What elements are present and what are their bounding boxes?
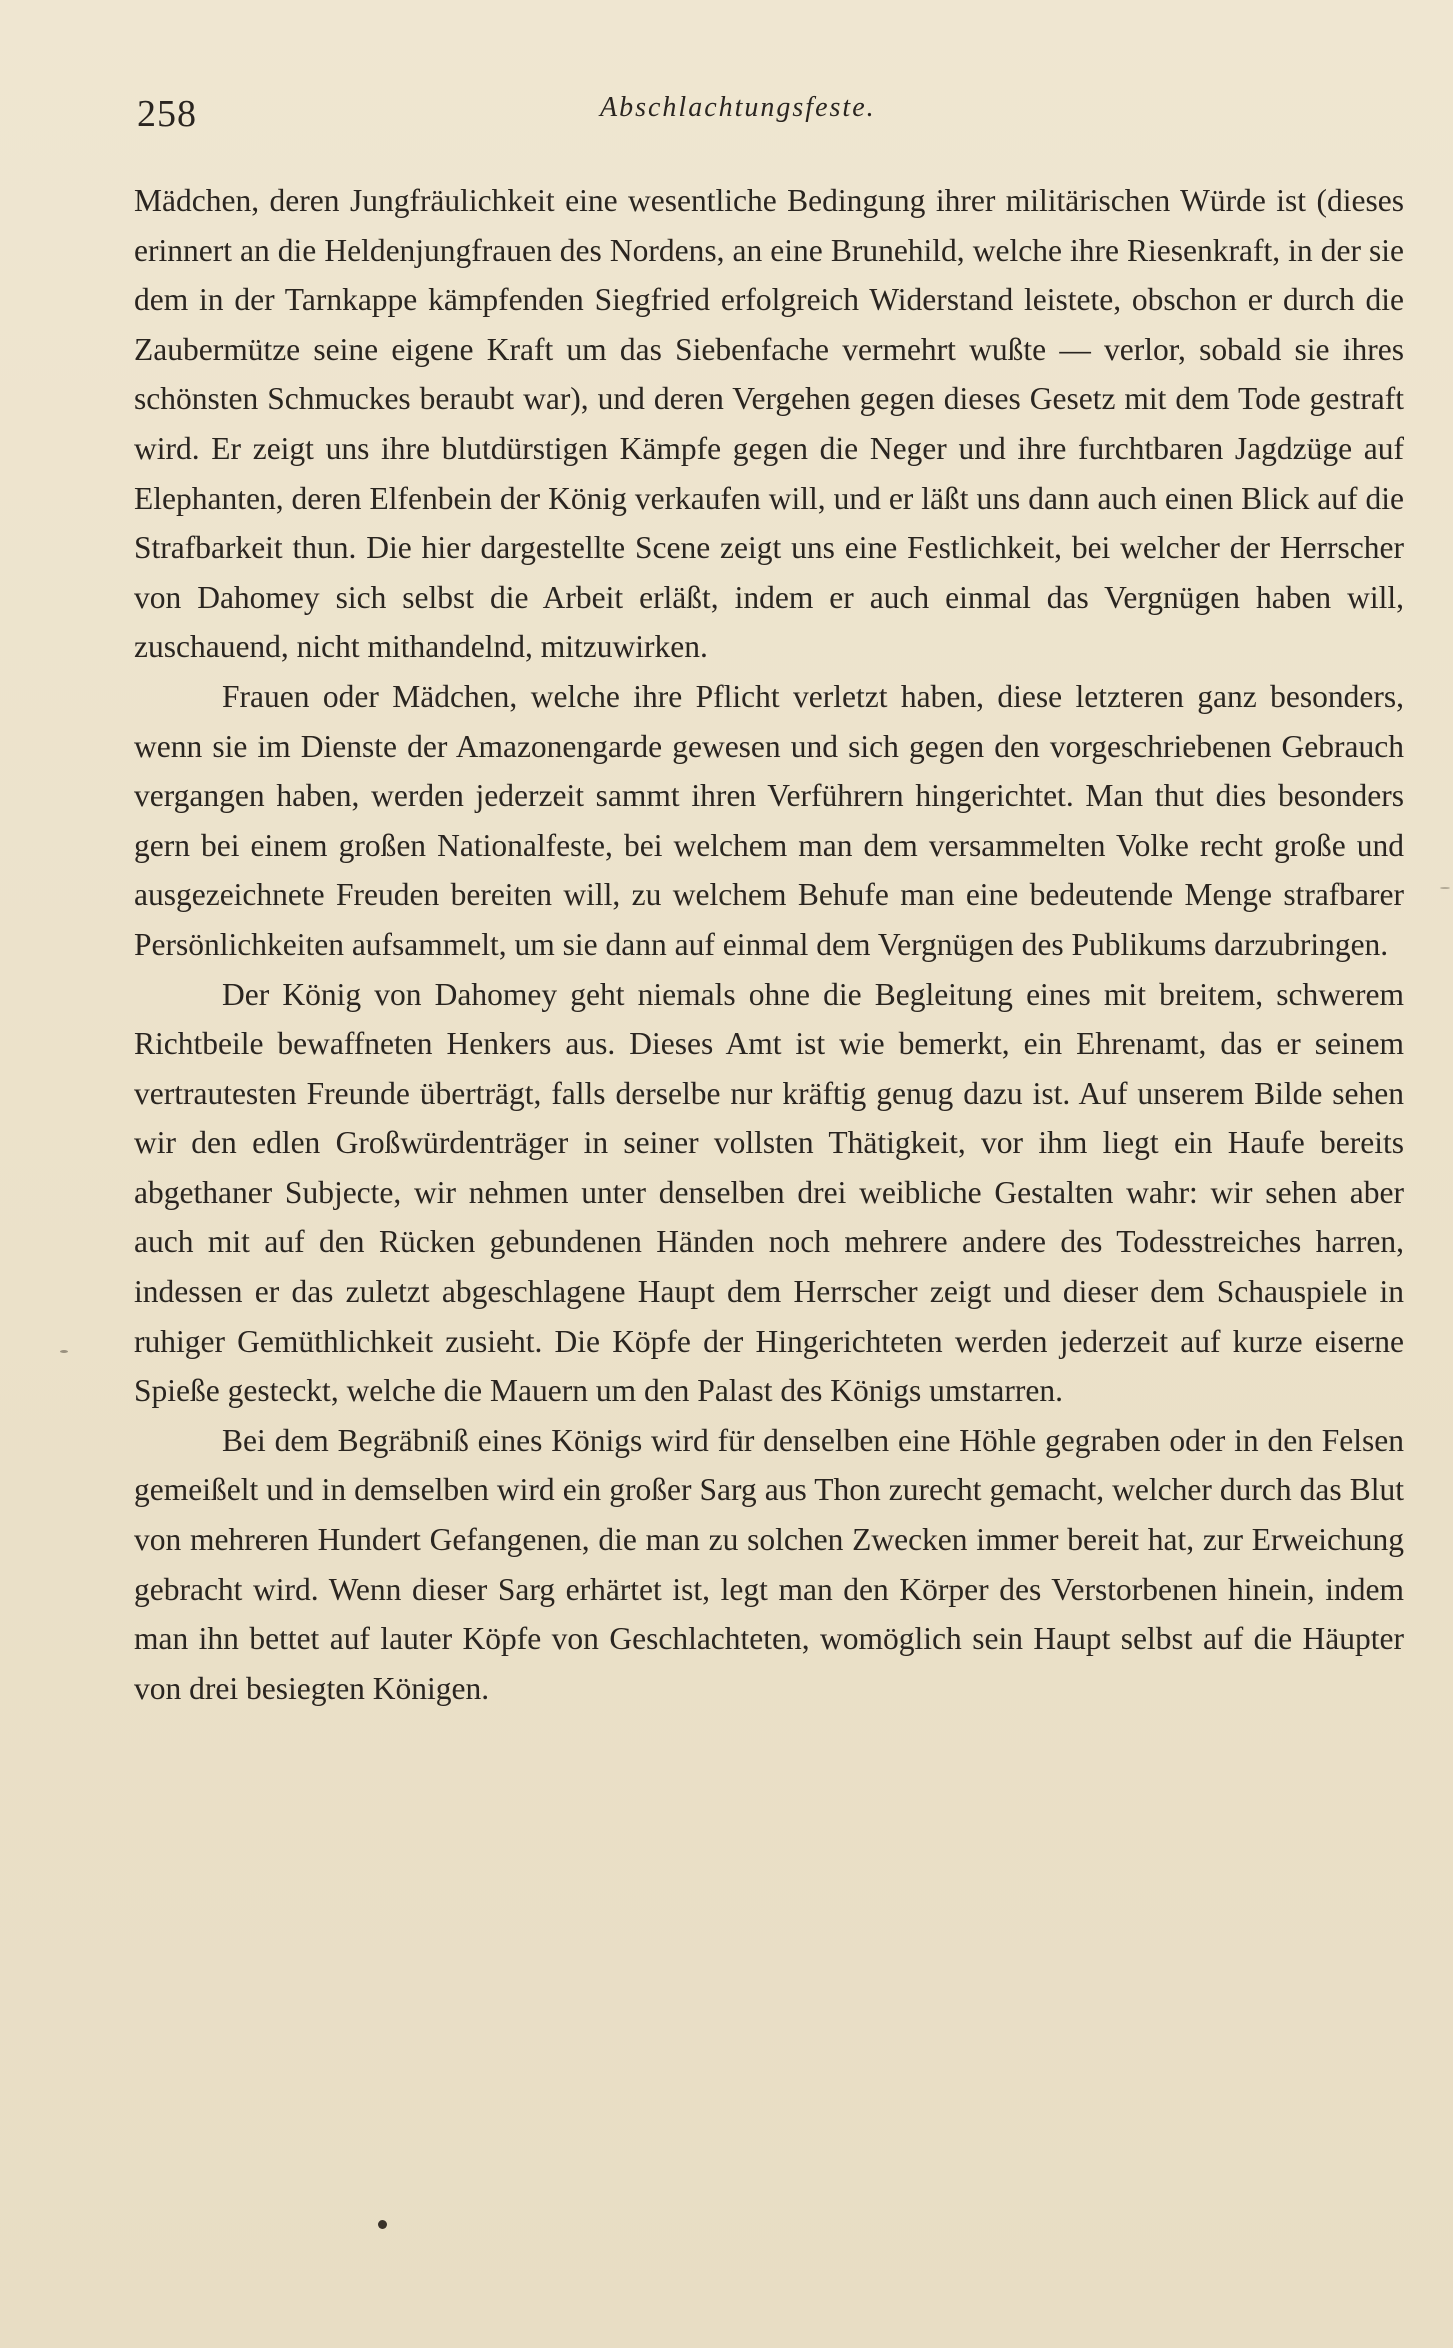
paragraph-2: Frauen oder Mädchen, welche ihre Pflicht verletzt haben, diese letzteren ganz besonders, wenn sie im Dienste der Amazonengarde gewesen und sich gegen den vorgeschriebenen Gebrauch vergangen haben, werden jederzeit sammt ihren Verführern hingerichtet. Man thut dies besonders gern bei einem großen Nationalfeste, bei welchem man dem versammelten Volke recht große und ausgezeichnete Freuden bereiten will, zu welchem Behufe man eine bedeutende Menge strafbarer Persönlichkeiten aufsammelt, um sie dann auf einmal dem Vergnügen des Publikums darzubringen. bbox=[134, 678, 1404, 962]
body-text bbox=[134, 176, 1404, 1713]
paragraph-3: Der König von Dahomey geht niemals ohne die Begleitung eines mit breitem, schwerem Richtbeile bewaffneten Henkers aus. Dieses Amt ist wie bemerkt, ein Ehrenamt, das er seinem vertrautesten Freunde überträgt, falls derselbe nur kräftig genug dazu ist. Auf unserem Bilde sehen wir den edlen Großwürdenträger in seiner vollsten Thätigkeit, vor ihm liegt ein Haufe bereits abgethaner Subjecte, wir nehmen unter denselben drei weibliche Gestalten wahr: wir sehen aber auch mit auf den Rücken gebundenen Händen noch mehrere andere des Todesstreiches harren, indessen er das zuletzt abgeschlagene Haupt dem Herrscher zeigt und dieser dem Schauspiele in ruhiger Gemüthlichkeit zusieht. Die Köpfe der Hingerichteten werden jederzeit auf kurze eiserne Spieße gesteckt, welche die Mauern um den Palast des Königs umstarren. bbox=[134, 976, 1404, 1409]
margin-mark-left bbox=[60, 1350, 68, 1353]
margin-mark-right bbox=[1440, 887, 1450, 889]
paragraph-1: Mädchen, deren Jungfräulichkeit eine wesentliche Bedingung ihrer militärischen Würde ist (dieses erinnert an die Heldenjungfrauen des Nordens, an eine Brunehild, welche ihre Riesenkraft, in der sie dem in der Tarnkappe kämpfenden Siegfried erfolgreich Widerstand leistete, obschon er durch die Zaubermütze seine eigene Kraft um das Siebenfache vermehrt wußte — verlor, sobald sie ihres schönsten Schmuckes beraubt war), und deren Vergehen gegen dieses Gesetz mit dem Tode gestraft wird. Er zeigt uns ihre blutdürstigen Kämpfe gegen die Neger und ihre furchtbaren Jagdzüge auf Elephanten, deren Elfenbein der König verkaufen will, und er läßt uns dann auch einen Blick auf die Strafbarkeit thun. Die hier dargestellte Scene zeigt uns eine Festlichkeit, bei welcher der Herrscher von Dahomey sich selbst die Arbeit erläßt, indem er auch einmal das Vergnügen haben will, zuschauend, nicht mithandelnd, mitzuwirken. bbox=[134, 183, 1404, 665]
paragraph-4: Bei dem Begräbniß eines Königs wird für denselben eine Höhle gegraben oder in den Felsen gemeißelt und in demselben wird ein großer Sarg aus Thon zurecht gemacht, welcher durch das Blut von mehreren Hundert Gefangenen, die man zu solchen Zwecken immer bereit hat, zur Erweichung gebracht wird. Wenn dieser Sarg erhärtet ist, legt man den Körper des Verstorbenen hinein, indem man ihn bettet auf lauter Köpfe von Geschlachteten, womöglich sein Haupt selbst auf die Häupter von drei besiegten Königen. bbox=[134, 1422, 1404, 1706]
ink-dot-mark bbox=[378, 2220, 387, 2229]
page-number: 258 bbox=[137, 93, 197, 135]
running-title: Abschlachtungsfeste. bbox=[600, 92, 876, 123]
